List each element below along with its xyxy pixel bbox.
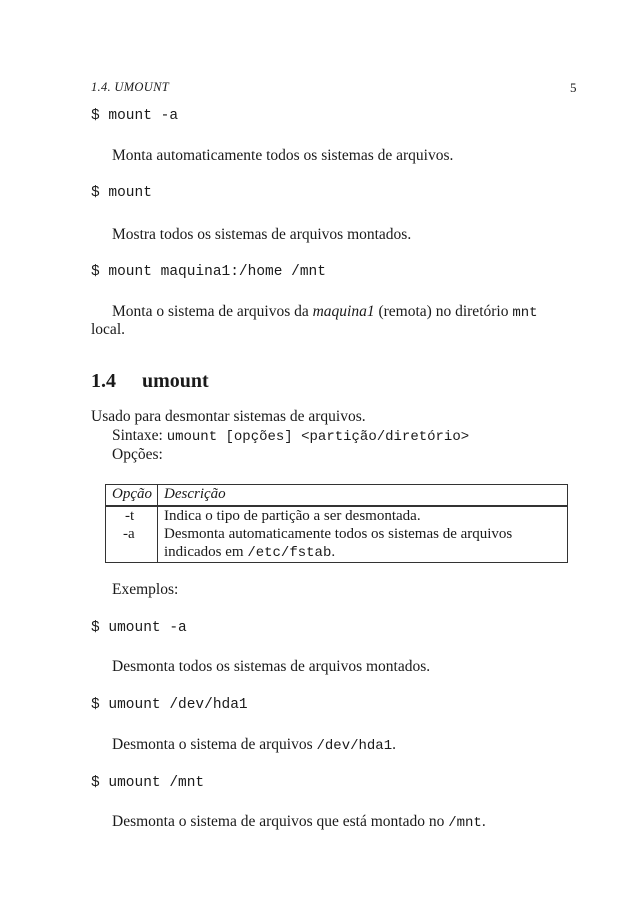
syntax-code: umount [opções] <partição/diretório>	[166, 429, 470, 445]
command-description-continued: local.	[91, 321, 125, 338]
command-description: Desmonta todos os sistemas de arquivos montados.	[112, 658, 431, 675]
section-number: 1.4	[91, 370, 116, 392]
inline-code: mnt	[512, 305, 538, 321]
section-intro: Usado para desmontar sistemas de arquivos.	[91, 408, 366, 425]
command-line: $ mount	[91, 185, 152, 201]
table-header-description: Descrição	[164, 486, 226, 502]
command-description	[112, 303, 538, 321]
desc-text: Desmonta o sistema de arquivos que está montado no	[112, 813, 449, 830]
table-header-option: Opção	[112, 486, 152, 502]
options-label: Opções:	[112, 446, 163, 463]
command-description	[112, 736, 396, 754]
table-cell-option: -a	[123, 526, 135, 542]
table-cell-option: -t	[125, 508, 135, 524]
examples-label: Exemplos:	[112, 581, 179, 598]
command-description: Mostra todos os sistemas de arquivos montados.	[112, 226, 412, 243]
desc-text: .	[392, 736, 396, 753]
inline-code: /etc/fstab	[247, 545, 332, 561]
desc-text: Monta o sistema de arquivos da	[112, 303, 313, 320]
command-line: $ mount -a	[91, 108, 179, 124]
syntax-label: Sintaxe:	[112, 427, 167, 444]
command-line: $ umount /dev/hda1	[91, 697, 248, 713]
desc-text: (remota) no diretório	[374, 303, 513, 320]
table-divider	[157, 484, 158, 506]
emphasis-text: maquina1	[312, 303, 375, 320]
running-header: 1.4. UMOUNT	[91, 80, 169, 94]
desc-text: .	[331, 544, 336, 560]
syntax-line	[112, 427, 469, 445]
command-description: Monta automaticamente todos os sistemas de arquivos.	[112, 147, 454, 164]
table-cell-description: Indica o tipo de partição a ser desmontada.	[164, 508, 421, 524]
inline-code: /dev/hda1	[316, 738, 393, 754]
table-cell-description: Desmonta automaticamente todos os sistemas de arquivos	[164, 526, 513, 542]
command-description	[112, 813, 486, 831]
desc-text: Desmonta o sistema de arquivos	[112, 736, 317, 753]
desc-text: indicados em	[164, 544, 248, 560]
inline-code: /mnt	[448, 815, 482, 831]
table-divider	[157, 506, 158, 562]
section-title: umount	[142, 370, 209, 392]
table-cell-description-continued	[164, 544, 335, 561]
command-line: $ umount /mnt	[91, 775, 205, 791]
command-line: $ umount -a	[91, 620, 187, 636]
page-number: 5	[570, 80, 577, 95]
desc-text: .	[481, 813, 486, 830]
command-line: $ mount maquina1:/home /mnt	[91, 264, 326, 280]
